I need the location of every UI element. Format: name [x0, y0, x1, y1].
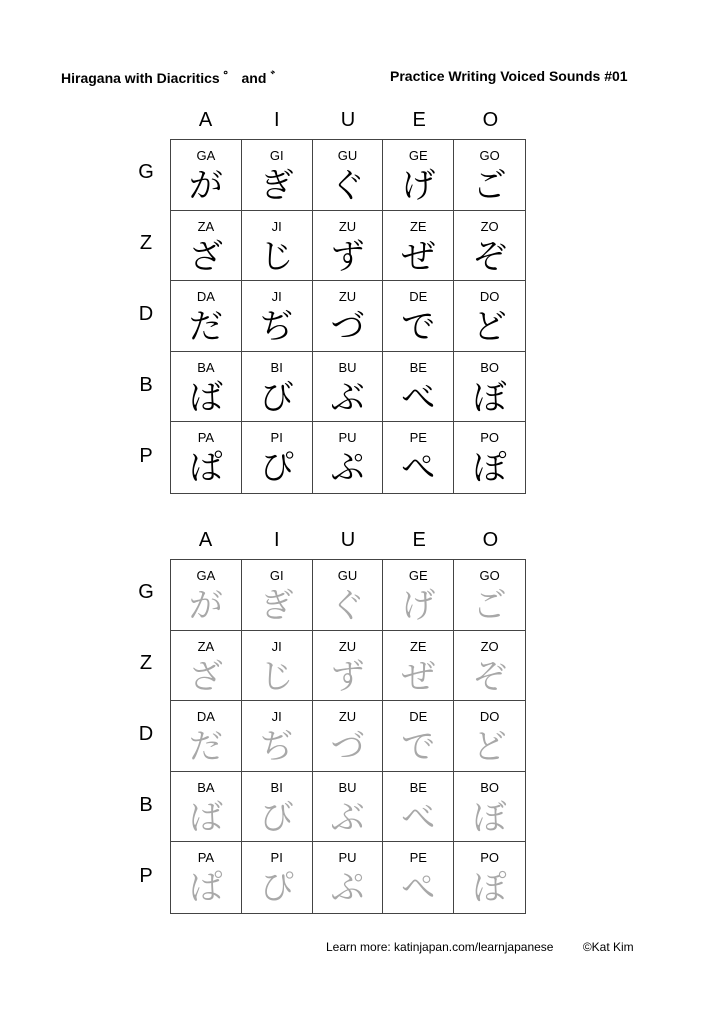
- romaji-label: ZU: [338, 638, 357, 654]
- kana-cell: [242, 560, 313, 631]
- kana-character: ば: [188, 377, 223, 418]
- kana-character: ぼ: [472, 797, 507, 838]
- column-header: I: [274, 529, 280, 551]
- kana-cell: [242, 211, 313, 282]
- kana-character: づ: [330, 307, 365, 348]
- kana-character: ご: [472, 586, 507, 626]
- romaji-label: ZA: [197, 638, 215, 654]
- kana-character: げ: [401, 166, 436, 206]
- romaji-label: BI: [270, 359, 283, 375]
- romaji-label: PE: [409, 850, 427, 866]
- romaji-label: GU: [337, 148, 358, 163]
- kana-cell: [171, 772, 242, 843]
- romaji-label: GE: [408, 568, 428, 583]
- kana-cell: [383, 211, 454, 282]
- romaji-label: ZO: [480, 638, 499, 654]
- kana-character: ご: [472, 166, 507, 206]
- kana-character: ぺ: [401, 448, 436, 489]
- row-header: D: [138, 303, 154, 325]
- column-header: E: [412, 109, 426, 131]
- romaji-label: BI: [270, 779, 283, 795]
- kana-character: ぜ: [401, 656, 436, 697]
- romaji-label: BA: [197, 359, 215, 375]
- romaji-label: ZE: [409, 638, 427, 654]
- row-header: B: [139, 374, 153, 396]
- romaji-label: GA: [196, 148, 216, 163]
- kana-cell: [171, 281, 242, 352]
- kana-cell: [454, 631, 525, 702]
- kana-character: ば: [188, 797, 223, 838]
- kana-character: ぶ: [330, 377, 365, 418]
- kana-character: ぷ: [330, 868, 365, 909]
- kana-cell: [313, 140, 384, 211]
- kana-cell: [171, 140, 242, 211]
- kana-cell: [171, 352, 242, 423]
- romaji-label: PI: [270, 850, 283, 866]
- copyright-text: ©Kat Kim: [582, 940, 634, 954]
- kana-character: ぞ: [472, 236, 507, 277]
- kana-character: ぎ: [259, 586, 294, 626]
- kana-character: ぜ: [401, 236, 436, 277]
- kana-character: ぴ: [259, 448, 294, 489]
- kana-cell: [171, 560, 242, 631]
- kana-character: ざ: [188, 236, 223, 277]
- kana-cell: [313, 631, 384, 702]
- romaji-label: DE: [409, 289, 428, 305]
- romaji-label: GA: [196, 568, 216, 583]
- kana-cell: [454, 140, 525, 211]
- learn-more-text: Learn more: katinjapan.com/learnjapanese: [326, 940, 554, 954]
- kana-character: ざ: [188, 656, 223, 697]
- kana-character: ぢ: [259, 307, 294, 348]
- romaji-label: PA: [197, 850, 215, 866]
- romaji-label: BE: [409, 359, 427, 375]
- kana-cell: [242, 422, 313, 493]
- kana-cell: [313, 842, 384, 913]
- column-header: A: [198, 529, 213, 551]
- romaji-label: DA: [196, 709, 215, 725]
- row-header: G: [138, 581, 154, 603]
- romaji-label: GO: [479, 568, 500, 583]
- kana-cell: [242, 140, 313, 211]
- romaji-label: GU: [337, 568, 358, 583]
- kana-cell: [454, 281, 525, 352]
- kana-cell: [383, 842, 454, 913]
- kana-character: ぽ: [472, 868, 507, 909]
- kana-cell: [242, 842, 313, 913]
- kana-character: ぷ: [330, 448, 365, 489]
- row-header: D: [138, 723, 154, 745]
- romaji-label: ZE: [409, 218, 427, 234]
- row-header: B: [139, 794, 153, 816]
- kana-character: づ: [330, 727, 365, 768]
- romaji-label: GE: [408, 148, 428, 163]
- romaji-label: JI: [271, 638, 282, 654]
- kana-character: ど: [472, 307, 507, 348]
- romaji-label: BE: [409, 779, 427, 795]
- kana-character: ぺ: [401, 868, 436, 909]
- kana-cell: [454, 560, 525, 631]
- kana-character: ぴ: [259, 868, 294, 909]
- kana-character: べ: [401, 797, 436, 838]
- kana-character: ぎ: [259, 166, 294, 206]
- kana-character: び: [259, 797, 294, 838]
- kana-cell: [454, 352, 525, 423]
- romaji-label: DE: [409, 709, 428, 725]
- kana-character: ぱ: [188, 448, 223, 489]
- kana-cell: [171, 422, 242, 493]
- kana-cell: [313, 701, 384, 772]
- kana-cell: [171, 211, 242, 282]
- romaji-label: PE: [409, 430, 427, 446]
- kana-cell: [313, 772, 384, 843]
- romaji-label: PO: [480, 430, 499, 446]
- kana-cell: [383, 422, 454, 493]
- kana-cell: [171, 842, 242, 913]
- romaji-label: DO: [479, 289, 500, 305]
- kana-character: だ: [188, 307, 223, 348]
- column-header: O: [482, 109, 499, 131]
- romaji-label: GO: [479, 148, 500, 163]
- kana-character: べ: [401, 377, 436, 418]
- romaji-label: ZA: [197, 218, 215, 234]
- kana-cell: [454, 422, 525, 493]
- kana-character: ぐ: [330, 166, 365, 206]
- kana-cell: [454, 772, 525, 843]
- romaji-label: PU: [338, 430, 357, 446]
- row-header: P: [139, 865, 153, 887]
- kana-cell: [313, 211, 384, 282]
- row-header: Z: [139, 652, 153, 674]
- kana-character: ぞ: [472, 656, 507, 697]
- title-left: Hiragana with Diacritics ゜ and ゛: [61, 70, 285, 86]
- tracing-chart: [138, 529, 526, 914]
- kana-cell: [383, 281, 454, 352]
- romaji-label: PA: [197, 430, 215, 446]
- kana-cell: [383, 772, 454, 843]
- kana-character: で: [401, 727, 436, 768]
- kana-character: ど: [472, 727, 507, 768]
- romaji-label: JI: [271, 289, 282, 305]
- column-header: E: [412, 529, 426, 551]
- column-header: U: [340, 529, 356, 551]
- kana-character: び: [259, 377, 294, 418]
- romaji-label: BU: [338, 359, 357, 375]
- kana-cell: [242, 701, 313, 772]
- romaji-label: BO: [480, 359, 499, 375]
- footer: [326, 940, 660, 954]
- kana-character: ぽ: [472, 448, 507, 489]
- romaji-label: PO: [480, 850, 499, 866]
- kana-cell: [383, 701, 454, 772]
- kana-character: ず: [330, 236, 365, 277]
- romaji-label: ZO: [480, 218, 499, 234]
- romaji-label: DA: [196, 289, 215, 305]
- kana-character: が: [188, 166, 223, 206]
- kana-cell: [383, 631, 454, 702]
- romaji-label: ZU: [338, 709, 357, 725]
- row-header: Z: [139, 232, 153, 254]
- kana-cell: [242, 281, 313, 352]
- kana-cell: [171, 701, 242, 772]
- romaji-label: BU: [338, 779, 357, 795]
- kana-cell: [242, 631, 313, 702]
- reference-chart: [138, 109, 526, 494]
- kana-character: ぐ: [330, 586, 365, 626]
- kana-character: だ: [188, 727, 223, 768]
- column-header: O: [482, 529, 499, 551]
- kana-grid: [170, 559, 526, 914]
- kana-cell: [313, 560, 384, 631]
- romaji-label: ZU: [338, 218, 357, 234]
- kana-cell: [171, 631, 242, 702]
- kana-character: げ: [401, 586, 436, 626]
- romaji-label: GI: [269, 148, 284, 163]
- kana-cell: [383, 352, 454, 423]
- kana-character: ず: [330, 656, 365, 697]
- kana-cell: [383, 140, 454, 211]
- kana-character: ぶ: [330, 797, 365, 838]
- column-header: U: [340, 109, 356, 131]
- kana-cell: [383, 560, 454, 631]
- kana-cell: [454, 701, 525, 772]
- kana-character: で: [401, 307, 436, 348]
- romaji-label: GI: [269, 568, 284, 583]
- kana-character: じ: [259, 236, 294, 277]
- kana-cell: [313, 352, 384, 423]
- row-header: P: [139, 445, 153, 467]
- title-right: Practice Writing Voiced Sounds #01: [390, 68, 628, 84]
- romaji-label: PU: [338, 850, 357, 866]
- kana-character: ぼ: [472, 377, 507, 418]
- kana-cell: [313, 281, 384, 352]
- kana-cell: [313, 422, 384, 493]
- romaji-label: DO: [479, 709, 500, 725]
- romaji-label: JI: [271, 218, 282, 234]
- row-header: G: [138, 161, 154, 183]
- column-header: A: [198, 109, 213, 131]
- kana-cell: [242, 772, 313, 843]
- kana-character: ぢ: [259, 727, 294, 768]
- kana-cell: [454, 211, 525, 282]
- kana-cell: [454, 842, 525, 913]
- romaji-label: PI: [270, 430, 283, 446]
- romaji-label: BA: [197, 779, 215, 795]
- romaji-label: JI: [271, 709, 282, 725]
- romaji-label: ZU: [338, 289, 357, 305]
- kana-character: が: [188, 586, 223, 626]
- kana-grid: [170, 139, 526, 494]
- kana-cell: [242, 352, 313, 423]
- kana-character: じ: [259, 656, 294, 697]
- kana-character: ぱ: [188, 868, 223, 909]
- romaji-label: BO: [480, 779, 499, 795]
- column-header: I: [274, 109, 280, 131]
